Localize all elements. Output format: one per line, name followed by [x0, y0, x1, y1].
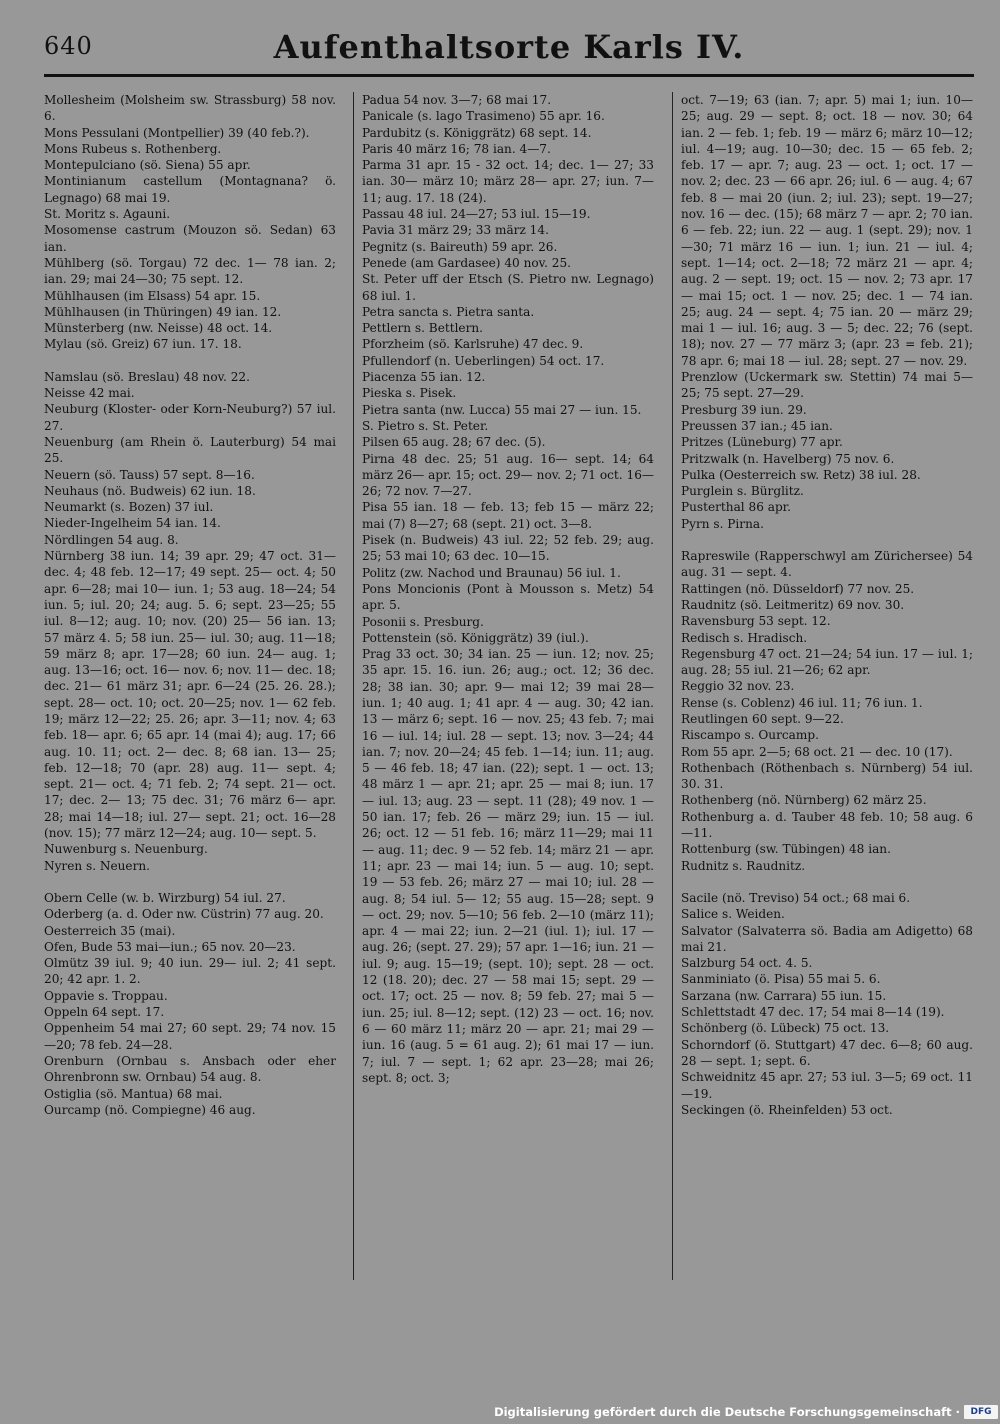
index-entry: Riscampo s. Ourcamp. — [681, 728, 819, 743]
index-entry: Mosomense castrum (Mouzon sö. Sedan) 63 ian. — [44, 223, 336, 254]
index-entry: Mollesheim (Molsheim sw. Strassburg) 58 nov. 6. — [44, 93, 336, 124]
index-entry: Nördlingen 54 aug. 8. — [44, 532, 179, 547]
index-entry: Pyrn s. Pirna. — [681, 516, 764, 531]
footer-text: Digitalisierung gefördert durch die Deutsche Forschungsgemeinschaft — [494, 1405, 952, 1419]
index-entry: Rapreswile (Rapperschwyl am Zürichersee) 54 aug. 31 — sept. 4. — [681, 549, 973, 580]
index-entry: Pieska s. Pisek. — [362, 386, 457, 401]
index-entry: Sarzana (nw. Carrara) 55 iun. 15. — [681, 988, 887, 1003]
index-entry: Presburg 39 iun. 29. — [681, 402, 807, 417]
page-header — [44, 28, 974, 68]
index-entry: Namslau (sö. Breslau) 48 nov. 22. — [44, 369, 250, 384]
index-entry: Padua 54 nov. 3—7; 68 mai 17. — [362, 93, 552, 107]
index-entry: Pardubitz (s. Königgrätz) 68 sept. 14. — [362, 125, 592, 140]
digitization-footer — [494, 1403, 998, 1421]
index-entry: Pilsen 65 aug. 28; 67 dec. (5). — [362, 435, 546, 450]
index-entry: Pons Moncionis (Pont à Mousson s. Metz) 54 apr. 5. — [362, 581, 654, 613]
index-entry: Pisa 55 ian. 18 — feb. 13; feb 15 — märz 22; mai (7) 8—27; 68 (sept. 21) oct. 3—8. — [362, 500, 654, 531]
index-entry: Sacile (nö. Treviso) 54 oct.; 68 mai 6. — [681, 890, 911, 905]
index-entry: Rense (s. Coblenz) 46 iul. 11; 76 iun. 1. — [681, 695, 923, 710]
index-entry: Rothenburg a. d. Tauber 48 feb. 10; 58 aug. 6—11. — [681, 809, 973, 841]
index-entry: Neuburg (Kloster- oder Korn-Neuburg?) 57 iul. 27. — [44, 402, 336, 433]
column-divider — [353, 92, 354, 1280]
column-2 — [362, 92, 654, 1086]
index-entry: Preussen 37 ian.; 45 ian. — [681, 418, 833, 433]
page-title: Aufenthaltsorte Karls IV. — [273, 28, 745, 66]
index-entry: Ostiglia (sö. Mantua) 68 mai. — [44, 1086, 223, 1101]
index-entry: Posonii s. Presburg. — [362, 614, 484, 629]
index-entry: Mons Pessulani (Montpellier) 39 (40 feb.?). — [44, 125, 310, 140]
index-entry: Reggio 32 nov. 23. — [681, 679, 795, 694]
index-entry: Pusterthal 86 apr. — [681, 500, 791, 515]
index-entry: Oppeln 64 sept. 17. — [44, 1005, 165, 1020]
index-entry: Neuenburg (am Rhein ö. Lauterburg) 54 mai 25. — [44, 434, 336, 466]
index-entry: Passau 48 iul. 24—27; 53 iul. 15—19. — [362, 207, 591, 222]
index-entry: Salvator (Salvaterra sö. Badia am Adigetto) 68 mai 21. — [681, 923, 973, 954]
index-entry: Mylau (sö. Greiz) 67 iun. 17. 18. — [44, 337, 242, 352]
index-entry: oct. 7—19; 63 (ian. 7; apr. 5) mai 1; iun. 10—25; aug. 29 — sept. 8; oct. 18 — nov. 30; 64 ian. 2 — feb. 1; feb. 19 — märz 6; märz 10—12; iul. 4—19; aug. 10—30; dec. 15 — 65 feb. 2; feb. 17 — apr. 7; aug. 23 — oct. 1; oct. 17 — nov. 2; dec. 23 — 66 apr. 26; iul. 6 — aug. 4; 67 feb. 8 — mai 20 (iun. 2; iul. 23); sept. 19—27; nov. 16 — dec. (15); 68 märz 7 — apr. 2; 70 ian. 6 — feb. 22; iun. 22 — aug. 1 (sept. 29); nov. 1—30; 71 märz 16 — iun. 1; iun. 21 — iul. 4; sept. 1—14; oct. 2—18; 72 märz 21 — apr. 4; aug. 2 — sept. 19; oct. 15 — nov. 2; 73 apr. 17 — mai 15; oct. 1 — nov. 25; dec. 1 — 74 ian. 25; aug. 24 — sept. 4; 75 ian. 20 — märz 29; mai 1 — iul. 16; aug. 3 — 5; dec. 22; 76 (sept. 18); nov. 27 — 77 märz 3; (apr. 23 = feb. 21); 78 apr. 6; mai 18 — iul. 28; sept. 27 — nov. 29. — [681, 93, 973, 368]
index-columns — [44, 92, 980, 1282]
index-entry: Neisse 42 mai. — [44, 386, 135, 401]
index-entry: Rom 55 apr. 2—5; 68 oct. 21 — dec. 10 (17). — [681, 744, 953, 759]
index-entry: Pettlern s. Bettlern. — [362, 321, 484, 336]
index-entry: Schorndorf (ö. Stuttgart) 47 dec. 6—8; 60 aug. 28 — sept. 1; sept. 6. — [681, 1037, 973, 1068]
index-entry: Prag 33 oct. 30; 34 ian. 25 — iun. 12; nov. 25; 35 apr. 15. 16. iun. 26; aug.; oct. 12; 36 dec. 28; 38 ian. 30; apr. 9— mai 12; 39 mai 28— iun. 1; 40 aug. 1; 41 apr. 4 — aug. 30; 42 ian. 13 — märz 6; sept. 16 — nov. 25; 43 feb. 7; mai 16 — iul. 14; iul. 28 — sept. 13; nov. 3—24; 44 ian. 7; nov. 20—24; 45 feb. 1—14; iun. 11; aug. 5 — 46 feb. 18; 47 ian. (22); sept. 1 — oct. 13; 48 märz 1 — apr. 21; apr. 25 — mai 8; iun. 17 — iul. 13; aug. 23 — sept. 11 (28); 49 nov. 1 — 50 ian. 17; feb. 26 — märz 29; iun. 15 — iul. 26; oct. 12 — 51 feb. 16; märz 11—29; mai 11 — aug. 11; dec. 9 — 52 feb. 14; märz 21 — apr. 11; apr. 23 — mai 14; iun. 5 — aug. 10; sept. 19 — 53 feb. 26; märz 27 — mai 10; iul. 28 — aug. 8; 54 iul. 5— 12; 55 aug. 15—28; sept. 9 — oct. 29; nov. 5—10; 56 feb. 2—10 (märz 11); apr. 4 — mai 22; iun. 2—21 (iul. 1); iul. 17 — aug. 26; (sept. 27. 29); 57 apr. 1—16; iun. 21 — iul. 9; aug. 15—19; (sept. 10); sept. 28 — oct. 12 (18. 20); dec. 27 — 58 mai 15; sept. 29 — oct. 17; oct. 25 — nov. 8; 59 feb. 27; mai 5 — iun. 25; iul. 8—12; sept. (12) 23 — oct. 16; nov. 6 — 60 märz 11; märz 20 — apr. 21; mai 29 — iun. 16 (aug. 5 = 61 aug. 2); 61 mai 17 — iun. 7; iul. 7 — sept. 1; 62 apr. 23—28; mai 26; sept. 8; oct. 3; — [362, 647, 654, 1085]
index-entry: Pfullendorf (n. Ueberlingen) 54 oct. 17. — [362, 353, 605, 368]
index-entry: Neuern (sö. Tauss) 57 sept. 8—16. — [44, 467, 255, 482]
index-entry: Parma 31 apr. 15 - 32 oct. 14; dec. 1— 27; 33 ian. 30— märz 10; märz 28— apr. 27; iun. 7—11; aug. 17. 18 (24). — [362, 158, 654, 205]
index-entry: Oderberg (a. d. Oder nw. Cüstrin) 77 aug. 20. — [44, 907, 324, 922]
dfg-logo: DFG — [964, 1405, 998, 1419]
index-entry: Pisek (n. Budweis) 43 iul. 22; 52 feb. 29; aug. 25; 53 mai 10; 63 dec. 10—15. — [362, 533, 654, 564]
index-entry: Pritzwalk (n. Havelberg) 75 nov. 6. — [681, 451, 895, 466]
index-entry: Nuwenburg s. Neuenburg. — [44, 842, 208, 857]
column-3 — [681, 92, 973, 1118]
index-entry: Neuhaus (nö. Budweis) 62 iun. 18. — [44, 483, 256, 498]
index-entry: Nyren s. Neuern. — [44, 858, 150, 873]
index-entry: Oesterreich 35 (mai). — [44, 923, 176, 938]
index-entry: Montinianum castellum (Montagnana? ö. Legnago) 68 mai 19. — [44, 174, 336, 205]
index-entry: Pirna 48 dec. 25; 51 aug. 16— sept. 14; 64 märz 26— apr. 15; oct. 29— nov. 2; 71 oct. 16—26; 72 nov. 7—27. — [362, 451, 654, 499]
index-entry: Mühlhausen (in Thüringen) 49 ian. 12. — [44, 304, 282, 319]
index-entry: Pegnitz (s. Baireuth) 59 apr. 26. — [362, 239, 558, 254]
index-entry: Redisch s. Hradisch. — [681, 630, 808, 645]
index-entry: Rattingen (nö. Düsseldorf) 77 nov. 25. — [681, 581, 915, 596]
index-entry: Petra sancta s. Pietra santa. — [362, 304, 535, 319]
index-entry: Nieder-Ingelheim 54 ian. 14. — [44, 516, 221, 531]
index-entry: Schlettstadt 47 dec. 17; 54 mai 8—14 (19). — [681, 1005, 945, 1020]
index-entry: Orenburn (Ornbau s. Ansbach oder eher Ohrenbronn sw. Ornbau) 54 aug. 8. — [44, 1053, 336, 1085]
index-entry: Mühlberg (sö. Torgau) 72 dec. 1— 78 ian. 2; ian. 29; mai 24—30; 75 sept. 12. — [44, 255, 336, 287]
column-1 — [44, 92, 336, 1118]
letter-group-gap — [44, 353, 336, 369]
index-entry: Schweidnitz 45 apr. 27; 53 iul. 3—5; 69 oct. 11—19. — [681, 1070, 973, 1101]
index-entry: Montepulciano (sö. Siena) 55 apr. — [44, 158, 251, 173]
index-entry: Ravensburg 53 sept. 12. — [681, 614, 831, 629]
index-entry: Pavia 31 märz 29; 33 märz 14. — [362, 223, 549, 238]
index-entry: Ourcamp (nö. Compiegne) 46 aug. — [44, 1102, 256, 1117]
index-entry: Mons Rubeus s. Rothenberg. — [44, 141, 222, 156]
index-entry: Regensburg 47 oct. 21—24; 54 iun. 17 — iul. 1; aug. 28; 55 iul. 21—26; 62 apr. — [681, 646, 973, 678]
index-entry: Politz (zw. Nachod und Braunau) 56 iul. 1. — [362, 565, 621, 580]
index-entry: Münsterberg (nw. Neisse) 48 oct. 14. — [44, 321, 273, 336]
index-entry: Ofen, Bude 53 mai—iun.; 65 nov. 20—23. — [44, 939, 296, 954]
letter-group-gap — [681, 532, 973, 548]
index-entry: Pottenstein (sö. Königgrätz) 39 (iul.). — [362, 630, 589, 645]
header-rule — [44, 74, 974, 77]
page-number: 640 — [44, 32, 93, 60]
index-entry: Mühlhausen (im Elsass) 54 apr. 15. — [44, 288, 261, 303]
index-entry: Piacenza 55 ian. 12. — [362, 370, 486, 385]
index-entry: Penede (am Gardasee) 40 nov. 25. — [362, 255, 571, 270]
index-entry: Rothenbach (Röthenbach s. Nürnberg) 54 iul. 30. 31. — [681, 760, 973, 792]
index-entry: Oppenheim 54 mai 27; 60 sept. 29; 74 nov. 15—20; 78 feb. 24—28. — [44, 1021, 336, 1052]
index-entry: Schönberg (ö. Lübeck) 75 oct. 13. — [681, 1021, 890, 1036]
index-entry: Rottenburg (sw. Tübingen) 48 ian. — [681, 842, 891, 857]
index-entry: Purglein s. Bürglitz. — [681, 484, 804, 499]
index-entry: Paris 40 märz 16; 78 ian. 4—7. — [362, 141, 551, 156]
index-entry: Raudnitz (sö. Leitmeritz) 69 nov. 30. — [681, 597, 905, 612]
index-entry: Pforzheim (sö. Karlsruhe) 47 dec. 9. — [362, 337, 584, 352]
index-entry: Olmütz 39 iul. 9; 40 iun. 29— iul. 2; 41 sept. 20; 42 apr. 1. 2. — [44, 956, 336, 987]
index-entry: Panicale (s. lago Trasimeno) 55 apr. 16. — [362, 109, 605, 124]
index-entry: Pulka (Oesterreich sw. Retz) 38 iul. 28. — [681, 467, 921, 482]
index-entry: Rudnitz s. Raudnitz. — [681, 858, 806, 873]
column-divider — [672, 92, 673, 1280]
index-entry: St. Peter uff der Etsch (S. Pietro nw. Legnago) 68 iul. 1. — [362, 272, 654, 303]
letter-group-gap — [681, 874, 973, 890]
index-entry: St. Moritz s. Agauni. — [44, 207, 171, 222]
index-entry: Pietra santa (nw. Lucca) 55 mai 27 — iun. 15. — [362, 402, 642, 417]
index-entry: Reutlingen 60 sept. 9—22. — [681, 711, 844, 726]
index-entry: Rothenberg (nö. Nürnberg) 62 märz 25. — [681, 793, 927, 808]
index-entry: Obern Celle (w. b. Wirzburg) 54 iul. 27. — [44, 890, 286, 905]
index-entry: Neumarkt (s. Bozen) 37 iul. — [44, 500, 214, 515]
index-entry: Salice s. Weiden. — [681, 907, 785, 922]
index-entry: Sanminiato (ö. Pisa) 55 mai 5. 6. — [681, 972, 881, 987]
index-entry: Nürnberg 38 iun. 14; 39 apr. 29; 47 oct. 31— dec. 4; 48 feb. 12—17; 49 sept. 25— oct. 4; 50 apr. 6—28; mai 10— iun. 1; 53 aug. 18—24; 54 iun. 5; iul. 20; 24; aug. 5. 6; sept. 23—25; 55 iul. 8—12; aug. 10; nov. (20) 25— 56 ian. 13; 57 märz 4. 5; 58 iun. 25— iul. 30; aug. 11—18; 59 märz 8; apr. 17—28; 60 iun. 24— aug. 1; aug. 13—16; oct. 16— nov. 6; nov. 11— dec. 18; dec. 21— 61 märz 31; apr. 6—24 (25. 26. 28.); sept. 28— oct. 10; oct. 20—25; nov. 1— 62 feb. 19; märz 12—22; 25. 26; apr. 3—11; nov. 4; 63 feb. 18— apr. 6; 65 apr. 14 (mai 4); aug. 17; 66 aug. 10. 11; oct. 2— dec. 8; 68 ian. 13— 25; feb. 12—18; 70 (apr. 28) aug. 11— sept. 4; sept. 21— oct. 4; 71 feb. 2; 74 sept. 21— oct. 17; dec. 2— 13; 75 dec. 31; 76 märz 6— apr. 28; mai 14—18; iul. 27— sept. 21; oct. 16—28 (nov. 15); 77 märz 12—24; aug. 10— sept. 5. — [44, 549, 336, 841]
index-entry: Prenzlow (Uckermark sw. Stettin) 74 mai 5—25; 75 sept. 27—29. — [681, 370, 973, 401]
index-entry: S. Pietro s. St. Peter. — [362, 418, 489, 433]
index-entry: Salzburg 54 oct. 4. 5. — [681, 956, 813, 971]
index-entry: Pritzes (Lüneburg) 77 apr. — [681, 435, 843, 450]
index-entry: Oppavie s. Troppau. — [44, 988, 168, 1003]
footer-separator: · — [955, 1405, 960, 1419]
index-entry: Seckingen (ö. Rheinfelden) 53 oct. — [681, 1102, 893, 1117]
letter-group-gap — [44, 874, 336, 890]
